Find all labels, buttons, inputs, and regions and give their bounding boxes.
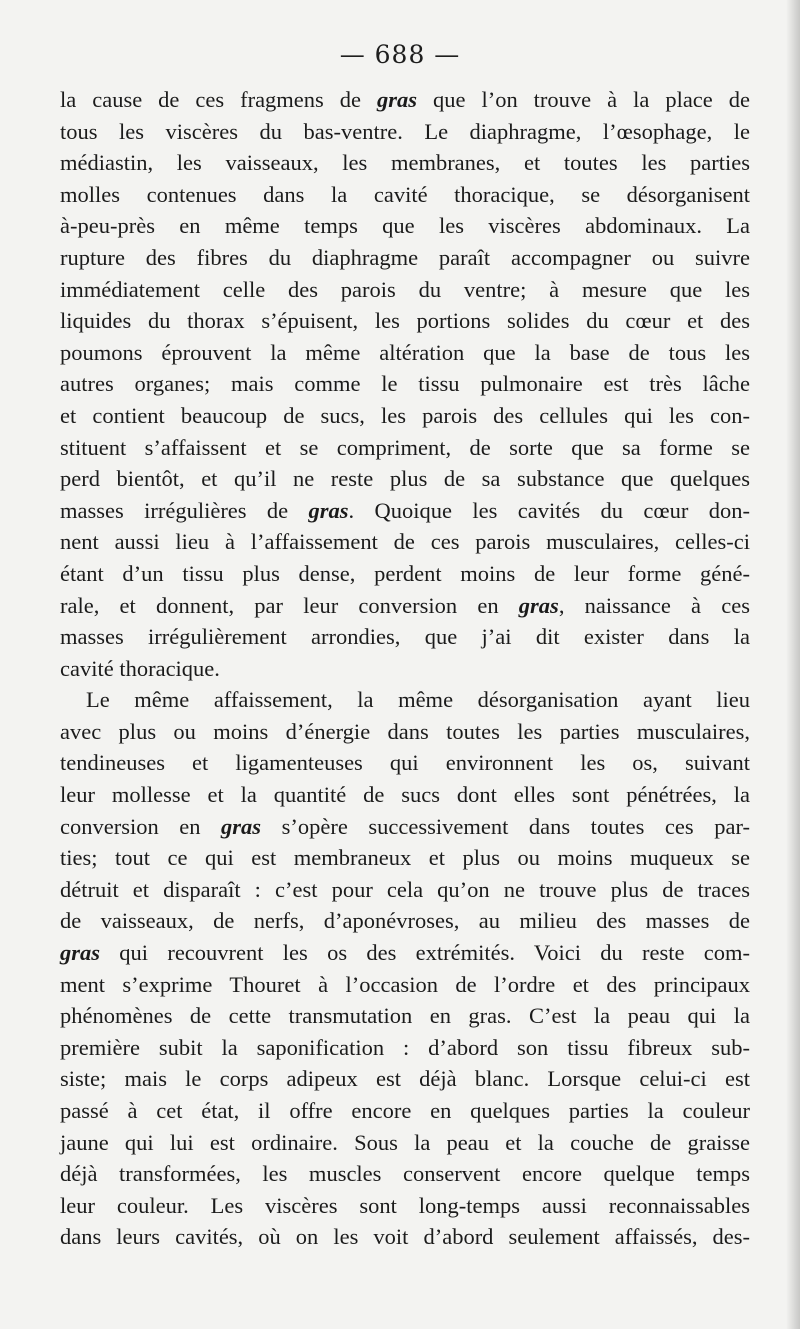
text-line [60,526,750,558]
text-segment: Le même affaissement, la même désorganisation ayant lieu [86,687,750,713]
italic-term: gras [377,87,418,112]
text-line [60,653,750,685]
text-segment: médiastin, les vaisseaux, les membranes, et toutes les parties [60,150,750,176]
text-segment: première subit la saponification : d’abord son tissu fibreux sub- [60,1034,750,1060]
text-segment: autres organes; mais comme le tissu pulmonaire est très lâche [60,371,750,397]
text-segment: déjà transformées, les muscles conservent encore quelque temps [60,1161,750,1187]
text-line [60,969,750,1001]
text-segment: jaune qui lui est ordinaire. Sous la peau et la couche de graisse [60,1129,750,1155]
text-segment: siste; mais le corps adipeux est déjà blanc. Lorsque celui-ci est [60,1066,750,1092]
text-segment: détruit et disparaît : c’est pour cela qu’on ne trouve plus de traces [60,876,750,902]
italic-term: gras [518,592,559,618]
text-line [60,621,750,653]
text-line [60,779,750,811]
text-line [60,747,750,779]
text-line [60,1127,750,1159]
text-line [60,937,750,969]
text-line [60,242,750,274]
text-line [60,116,750,148]
text-line [60,684,750,716]
text-line [60,1221,750,1253]
text-line [60,558,750,590]
text-segment: que l’on trouve à la place de [417,87,750,112]
text-line [60,84,750,116]
text-line [60,210,750,242]
text-segment: ties; tout ce qui est membraneux et plus ou moins muqueux se [60,845,750,871]
text-segment: à-peu-près en même temps que les viscères abdominaux. La [60,213,750,239]
text-segment: leur couleur. Les viscères sont long-temps aussi reconnaissables [60,1192,750,1218]
text-segment: cavité thoracique. [60,655,220,681]
text-segment: rupture des fibres du diaphragme paraît accompagner ou suivre [60,244,750,270]
text-line [60,147,750,179]
text-segment: nent aussi lieu à l’affaissement de ces parois musculaires, celles-ci [60,529,750,555]
text-line [60,432,750,464]
text-segment: conversion en [60,813,222,839]
text-segment: liquides du thorax s’épuisent, les portions solides du cœur et des [60,308,750,334]
text-segment: passé à cet état, il offre encore en quelques parties la couleur [60,1098,750,1123]
text-segment: leur mollesse et la quantité de sucs dont elles sont pénétrées, la [60,782,750,808]
text-segment: masses irrégulières de [60,497,309,523]
body-text [60,84,750,1253]
text-line [60,811,750,843]
text-segment: stituent s’affaissent et se compriment, de sorte que sa forme se [60,434,750,460]
text-segment: , naissance à ces [558,592,750,618]
text-segment: masses irrégulièrement arrondies, que j’ai dit exister dans la [60,624,750,650]
text-segment: rale, et donnent, par leur conversion en [60,592,519,618]
italic-term: gras [221,813,262,839]
text-line [60,495,750,527]
text-segment: qui recouvrent les os des extrémités. Voici du reste com- [100,940,750,966]
text-segment: molles contenues dans la cavité thoracique, se désorganisent [60,181,750,207]
text-segment: étant d’un tissu plus dense, perdent moins de leur forme géné- [60,560,750,586]
text-line [60,305,750,337]
text-line [60,179,750,211]
text-line [60,842,750,874]
text-segment: phénomènes de cette transmutation en gras. C’est la peau qui la [60,1003,750,1029]
text-segment: dans leurs cavités, où on les voit d’abord seulement affaissés, des- [60,1224,750,1250]
text-line [60,1158,750,1190]
text-line [60,1190,750,1222]
text-line [60,590,750,622]
text-line [60,400,750,432]
text-segment: tous les viscères du bas-ventre. Le diaphragme, l’œsophage, le [60,118,750,144]
text-line [60,716,750,748]
text-segment: poumons éprouvent la même altération que la base de tous les [60,339,750,365]
text-line [60,337,750,369]
text-segment: et contient beaucoup de sucs, les parois des cellules qui les con- [60,402,750,428]
text-line [60,274,750,306]
text-segment: tendineuses et ligamenteuses qui environnent les os, suivant [60,750,750,776]
text-line [60,1032,750,1064]
text-segment: immédiatement celle des parois du ventre; à mesure que les [60,276,750,302]
italic-term: gras [60,940,101,966]
text-line [60,905,750,937]
text-segment: . Quoique les cavités du cœur don- [348,497,750,523]
italic-term: gras [308,497,349,523]
text-line [60,1000,750,1032]
page-number: — 688 — [339,40,461,69]
text-segment: ment s’exprime Thouret à l’occasion de l’ordre et des principaux [60,971,750,997]
text-segment: avec plus ou moins d’énergie dans toutes les parties musculaires, [60,718,750,744]
text-line [60,463,750,495]
text-line [60,368,750,400]
text-segment: s’opère successivement dans toutes ces par- [261,813,750,839]
text-line [60,1095,750,1127]
text-segment: la cause de ces fragmens de [60,87,377,112]
text-line [60,1063,750,1095]
text-segment: perd bientôt, et qu’il ne reste plus de sa substance que quelques [60,466,750,492]
text-segment: de vaisseaux, de nerfs, d’aponévroses, au milieu des masses de [60,908,750,934]
text-line [60,874,750,906]
